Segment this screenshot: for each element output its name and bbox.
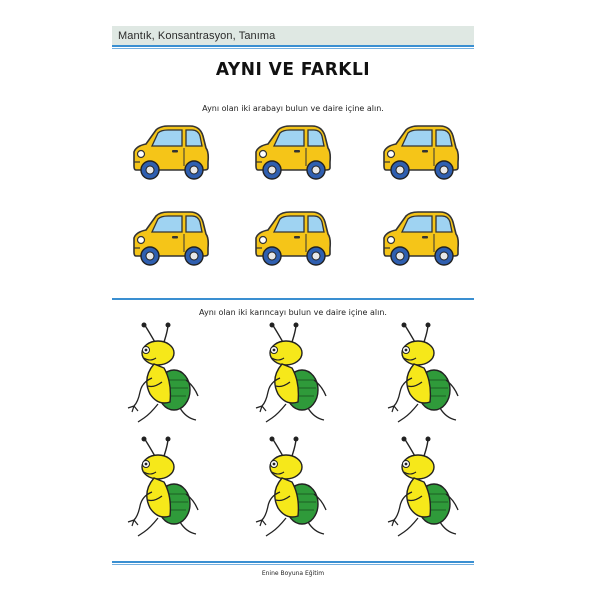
category-label: Mantık, Konsantrasyon, Tanıma bbox=[118, 29, 276, 42]
header-rule-thin bbox=[112, 48, 474, 49]
footer-text: Enine Boyuna Eğitim bbox=[261, 570, 325, 577]
ant-grid bbox=[112, 320, 474, 548]
car-image[interactable] bbox=[128, 208, 210, 272]
car-grid bbox=[112, 122, 474, 280]
car-image[interactable] bbox=[128, 122, 210, 186]
car-image[interactable] bbox=[378, 122, 460, 186]
ant-image[interactable] bbox=[124, 322, 204, 432]
ant-image[interactable] bbox=[384, 436, 464, 546]
header-rule bbox=[112, 45, 474, 47]
section-divider bbox=[112, 298, 474, 300]
ant-image[interactable] bbox=[124, 436, 204, 546]
category-header bbox=[112, 26, 474, 45]
car-image[interactable] bbox=[378, 208, 460, 272]
ant-image[interactable] bbox=[252, 322, 332, 432]
page-title: AYNI VE FARKLI bbox=[215, 59, 371, 81]
car-image[interactable] bbox=[250, 208, 332, 272]
footer-rule bbox=[112, 561, 474, 563]
ant-image[interactable] bbox=[384, 322, 464, 432]
car-instruction: Aynı olan iki arabayı bulun ve daire içine alın. bbox=[202, 104, 384, 113]
car-image[interactable] bbox=[250, 122, 332, 186]
footer-rule-thin bbox=[112, 564, 474, 565]
ant-instruction: Aynı olan iki karıncayı bulun ve daire içine alın. bbox=[199, 308, 387, 317]
ant-image[interactable] bbox=[252, 436, 332, 546]
